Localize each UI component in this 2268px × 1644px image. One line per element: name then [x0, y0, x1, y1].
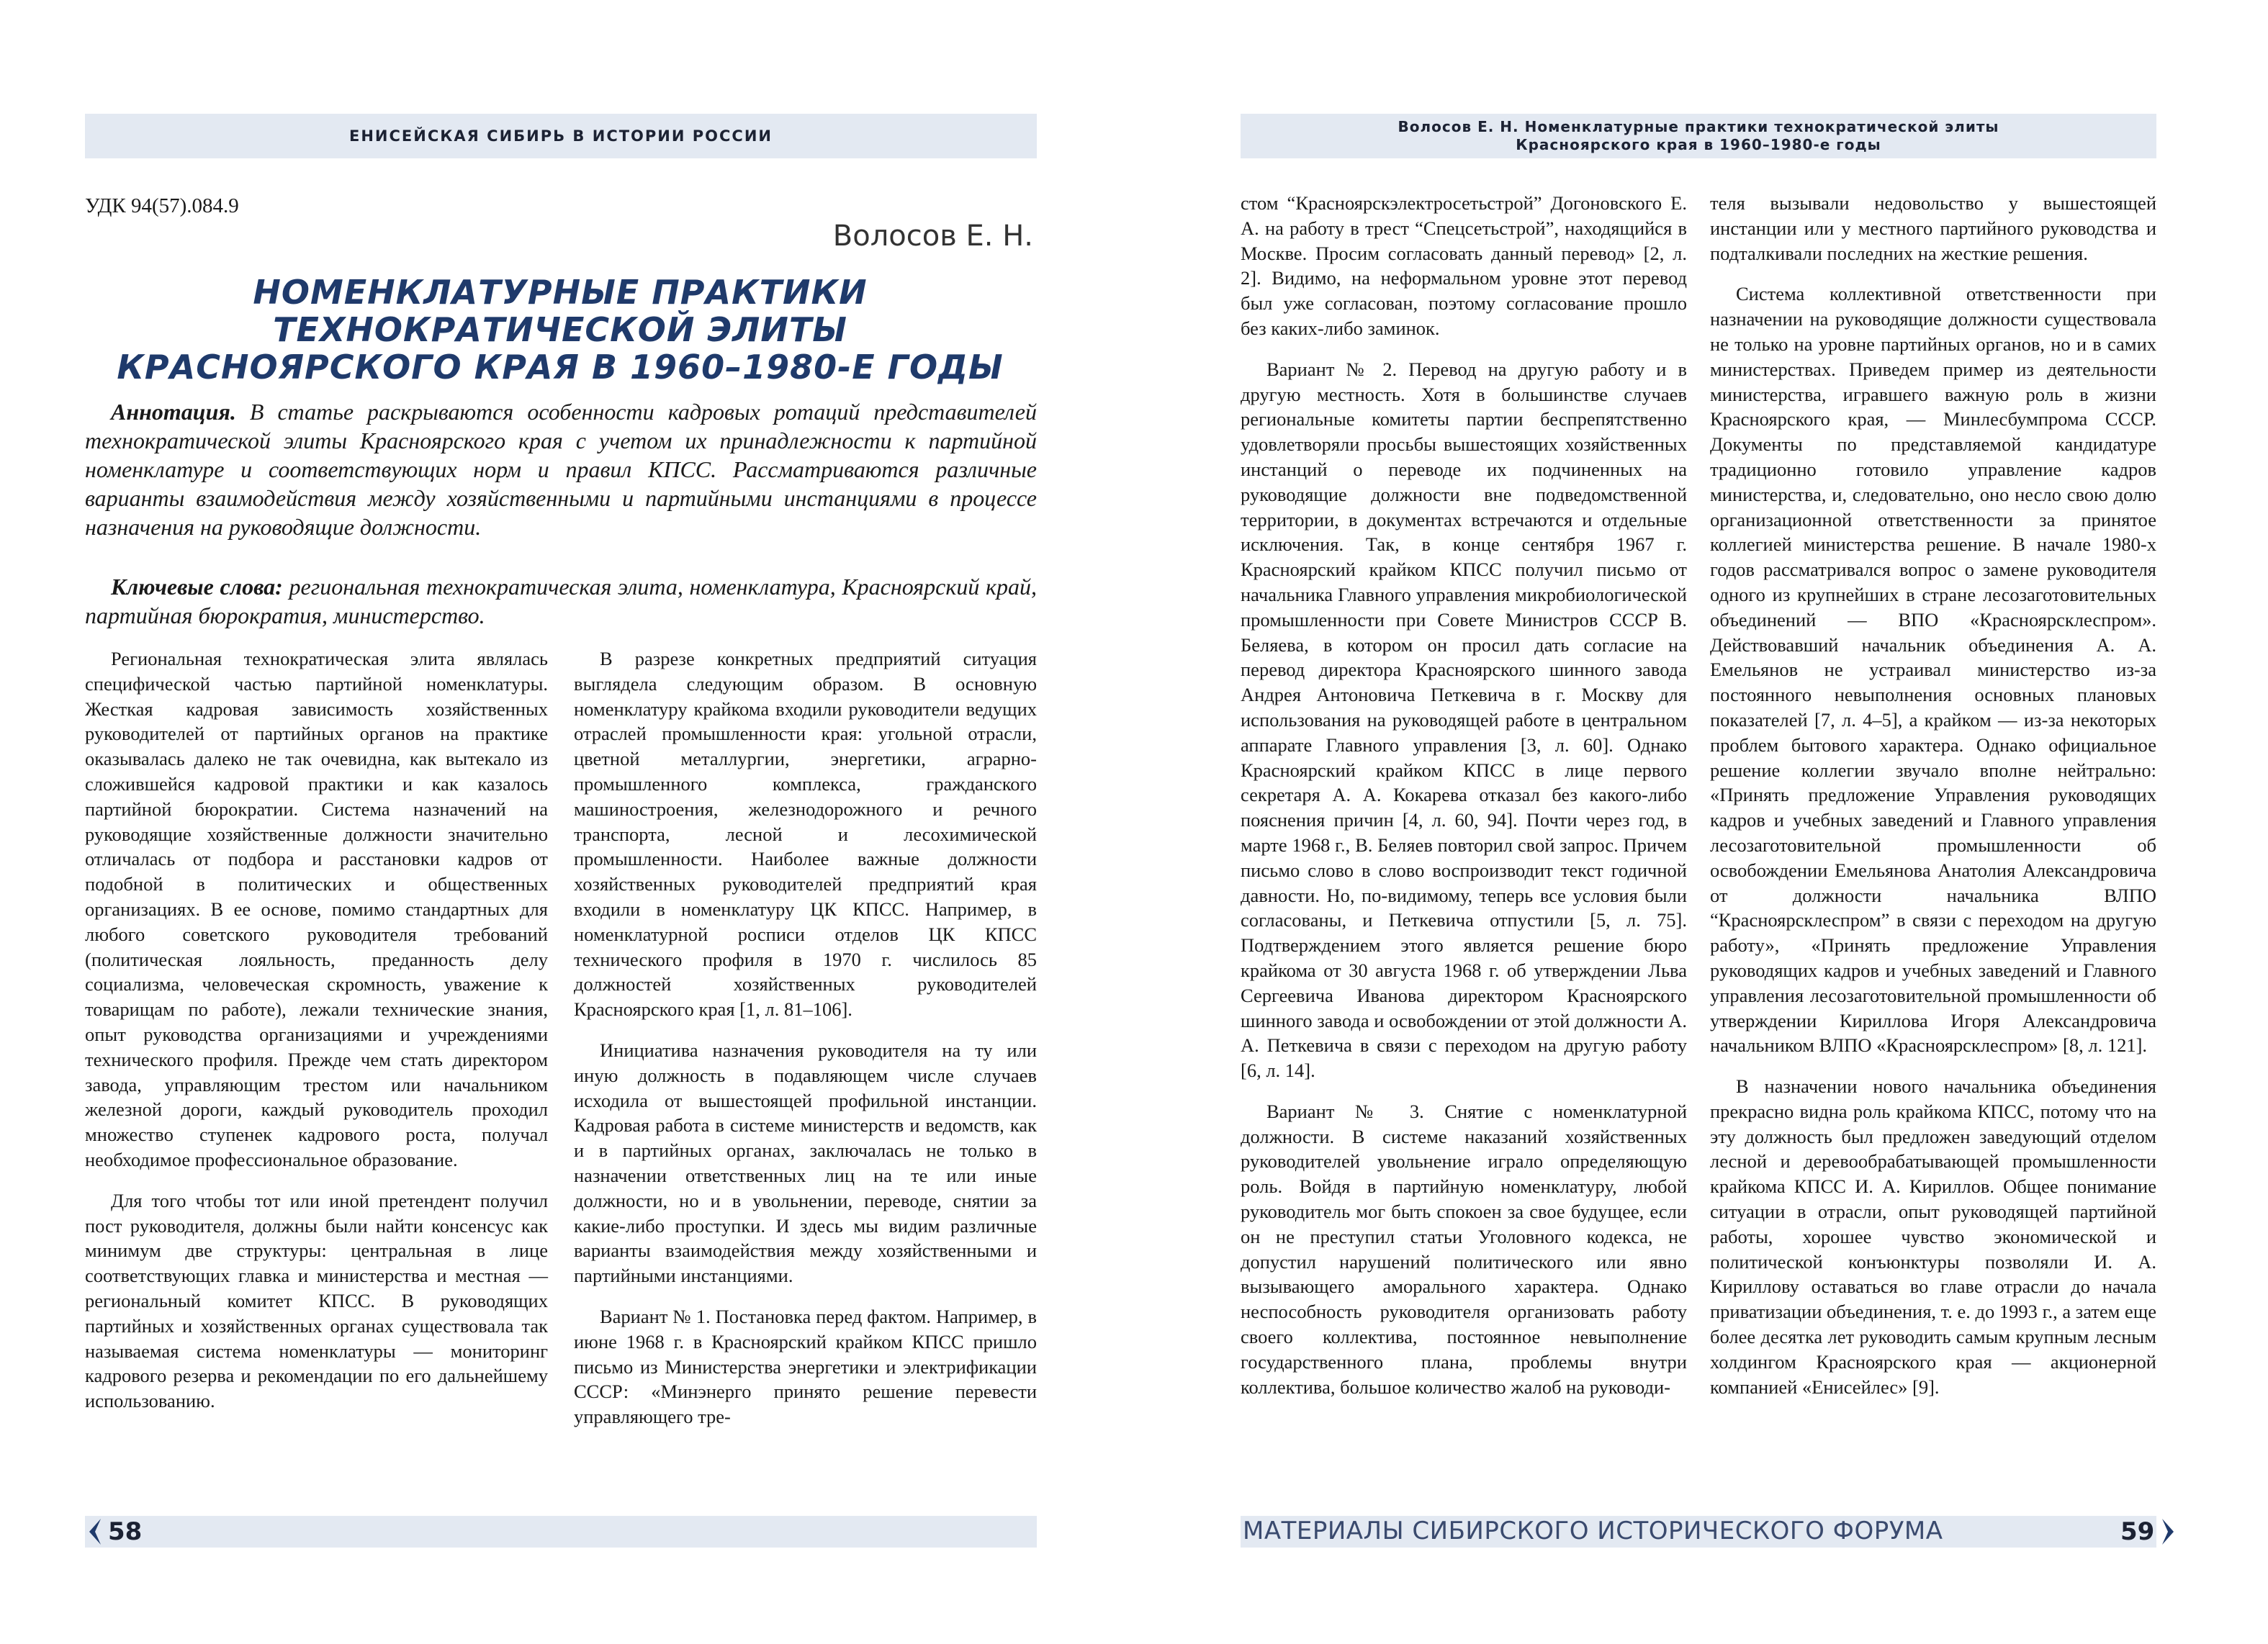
left-page-column-2 [574, 646, 1037, 1445]
abstract-label: Аннотация. [111, 399, 236, 425]
title-line: ТЕХНОКРАТИЧЕСКОЙ ЭЛИТЫ [273, 310, 847, 349]
author-name: Волосов Е. Н. [832, 220, 1033, 253]
right-page-column-1 [1241, 191, 1687, 1415]
running-header [1241, 114, 2156, 158]
keywords-text: региональная технократическая элита, номенклатура, Красноярский край, партийная бюрократия, министерство. [85, 574, 1037, 628]
paragraph: Для того чтобы тот или иной претендент получил пост руководителя, должны были найти консенсус как минимум две структуры: центральная в лице соответствующих главка и министерства и местная — региональный комитет КПСС. В руководящих партийных и хозяйственных органах существовала так называемая система номенклатуры — мониторинг кадрового резерва и рекомендации по его дальнейшему использованию. [85, 1189, 548, 1412]
page-number: 58 [108, 1517, 143, 1546]
paragraph: Вариант № 2. Перевод на другую работу и в другую местность. Хотя в большинстве случаев региональные комитеты партии беспрепятственно удовлетворяли просьбы вышестоящих хозяйственных инстанций о переводе их подчиненных на руководящие должности вне подведомственной территории, в документах встречаются и отдельные исключения. Так, в конце сентября 1967 г. Красноярский крайком КПСС получил письмо от начальника Главного управления микробиологической промышленности при Совете Министров СССР В. Беляева, в котором он просил дать согласие на перевод директора Красноярского шинного завода Андрея Антоновича Петкевича в г. Москву для использования на руководящей работе в центральном аппарате Главного управления [3, л. 60]. Однако Красноярский крайком КПСС в лице первого секретаря А. А. Кокарева отказал без какого-либо пояснения причин [4, л. 60, 94]. Почти через год, в марте 1968 г., В. Беляев повторил свой запрос. Причем письмо слово в слово воспроизводит текст годичной давности. Но, по-видимому, теперь все условия были согласованы, и Петкевича отпустили [5, л. 75]. Подтверждением этого является решение бюро крайкома от 30 августа 1968 г. об утверждении Льва Сергеевича Иванова директором Красноярского шинного завода и освобождении от этой должности А. А. Петкевича в связи с переходом на другую работу [6, л. 14]. [1241, 358, 1687, 1082]
paragraph: Инициатива назначения руководителя на ту или иную должность в подавляющем числе случаев исходила от вышестоящей профильной инстанции. Кадровая работа в системе министерств и ведомств, как и в партийных органах, заключалась не только в назначении ответственных лиц на те или иные должности, но и в увольнении, переводе, снятии за какие-либо проступки. И здесь мы видим различные варианты взаимодействия между хозяйственными и партийными инстанциями. [574, 1039, 1037, 1287]
paragraph: В разрезе конкретных предприятий ситуация выглядела следующим образом. В основную номенклатуру крайкома входили руководители ведущих отраслей промышленности края: угольной отрасли, цветной металлургии, энергетики, аграрно-промышленного комплекса, гражданского машиностроения, железнодорожного и речного транспорта, лесной и лесохимической промышленности. Наиболее важные должности хозяйственных руководителей предприятий края входили в номенклатуру ЦК КПСС. Например, в номенклатурной росписи отделов ЦК КПСС технического профиля в 1970 г. числилось 85 должностей хозяйственных руководителей Красноярского края [1, л. 81–106]. [574, 648, 1037, 1021]
keywords [85, 572, 1037, 630]
abstract [85, 397, 1037, 541]
paragraph: Региональная технократическая элита являлась специфической частью партийной номенклатуры. Жесткая кадровая зависимость хозяйственных руководителей от партийных органов на практике оказывалась далеко не так очевидна, как вытекало из сложившейся кадровой практики и как казалось партийной бюрократии. Система назначений на руководящие хозяйственные должности значительно отличалась от подбора и расстановки кадров от подобной в политических и общественных организациях. В ее основе, помимо стандартных для любого советского руководителя требований (политическая лояльность, преданность делу социализма, человеческая скромность, уважение к товарищам по работе), лежали технические знания, опыт руководства организациями и учреждениями технического профиля. Прежде чем стать директором завода, управляющим трестом или начальником железной дороги, каждый руководитель проходил множество ступенек кадрового роста, получал необходимое профессиональное образование. [85, 648, 548, 1170]
paragraph: Вариант № 3. Снятие с номенклатурной должности. В системе наказаний хозяйственных руководителей увольнение играло определяющую роль. Войдя в партийную номенклатуру, любой руководитель мог быть спокоен за свое будущее, если он не преступил статьи Уголовного кодекса, не допустил нарушений политического или явно вызывающего аморального характера. Однако неспособность руководителя организовать работу своего коллектива, постоянное невыполнение государственного плана, проблемы внутри коллектива, большое количество жалоб на руководи- [1241, 1100, 1687, 1398]
udk-code: УДК 94(57).084.9 [85, 194, 239, 217]
journal-name: МАТЕРИАЛЫ СИБИРСКОГО ИСТОРИЧЕСКОГО ФОРУМА [1243, 1517, 1943, 1545]
chevron-left-icon [86, 1517, 102, 1546]
header-line: Волосов Е. Н. Номенклатурные практики технократической элиты [1398, 118, 1999, 135]
right-page [1134, 0, 2268, 1644]
paragraph: В назначении нового начальника объединения прекрасно видна роль крайкома КПСС, потому что на эту должность был предложен заведующий отделом лесной и деревообрабатывающей промышленности крайкома КПСС И. А. Кириллов. Общее понимание ситуации в отрасли, опыт руководящей партийной работы, хорошее чувство экономической и политической конъюнктуры позволяли И. А. Кириллову оставаться во главе отрасли до начала приватизации объединения, т. е. до 1993 г., а затем еще более десятка лет руководить самым крупным лесным холдингом Красноярского края — акционерной компанией «Енисейлес» [9]. [1710, 1075, 2156, 1398]
paragraph: теля вызывали недовольство у вышестоящей инстанции или у местного партийного руководства и подталкивали последних на жесткие решения. [1710, 192, 2156, 264]
keywords-label: Ключевые слова: [111, 574, 283, 600]
article-running-header [1398, 118, 1999, 154]
title-line: НОМЕНКЛАТУРНЫЕ ПРАКТИКИ [253, 273, 868, 312]
header-line: Красноярского края в 1960–1980-е годы [1516, 136, 1881, 153]
article-title [85, 274, 1035, 386]
running-header [85, 114, 1037, 158]
title-line: КРАСНОЯРСКОГО КРАЯ В 1960–1980-Е ГОДЫ [117, 348, 1004, 387]
footer-bar [85, 1516, 1037, 1548]
left-page-column-1 [85, 646, 548, 1430]
right-page-column-2 [1710, 191, 2156, 1415]
page-number: 59 [2120, 1517, 2155, 1546]
paragraph: стом “Красноярскэлектросетьстрой” Догоновского Е. А. на работу в трест “Спецсетьстрой”, находящийся в Москве. Просим согласовать данный перевод» [2, л. 2]. Видимо, на неформальном уровне этот перевод был уже согласован, поэтому согласование прошло без каких-либо заминок. [1241, 192, 1687, 339]
abstract-text: В статье раскрываются особенности кадровых ротаций представителей технократической элиты Красноярского края с учетом их принадлежности к партийной номенклатуре и соответствующих норм и правил КПСС. Рассматриваются различные варианты взаимодействия между хозяйственными и партийными инстанциями в процессе назначения на руководящие должности. [85, 399, 1038, 540]
paragraph: Вариант № 1. Постановка перед фактом. Например, в июне 1968 г. в Красноярский крайком КПСС пришло письмо из Министерства энергетики и электрификации СССР: «Минэнерго принято решение перевести управляющего тре- [574, 1305, 1037, 1428]
paragraph: Система коллективной ответственности при назначении на руководящие должности существовала не только на уровне партийных органов, но и в самих министерствах. Приведем пример из деятельности министерства, игравшего важную роль в жизни Красноярского края, — Минлесбумпрома СССР. Документы по представляемой кандидатуре традиционно готовило управление кадров министерства, и, следовательно, оно несло свою долю организационной ответственности за принятое коллегией министерства решение. В начале 1980-х годов рассматривался вопрос о замене руководителя одного из крупнейших в стране лесозаготовительных объединений — ВПО «Красноярсклеспром». Действовавший начальник объединения А. А. Емельянов не устраивал министерство из-за постоянного невыполнения основных плановых показателей [7, л. 4–5], а крайком — из-за некоторых проблем бытового характера. Однако официальное решение коллегии звучало вполне нейтрально: «Принять предложение Управления руководящих кадров и учебных заведений и Главного управления лесозаготовительной промышленности об освобождении Емельянова Анатолия Александровича от должности начальника ВЛПО “Красноярсклеспром” в связи с переходом на другую работу», «Принять предложение Управления руководящих кадров и учебных заведений и Главного управления лесозаготовительной промышленности об утверждении Кириллова Игоря Александровича начальником ВЛПО «Красноярсклеспром» [8, л. 121]. [1710, 283, 2156, 1057]
chevron-right-icon [2161, 1517, 2177, 1546]
section-header: ЕНИСЕЙСКАЯ СИБИРЬ В ИСТОРИИ РОССИИ [349, 127, 773, 145]
